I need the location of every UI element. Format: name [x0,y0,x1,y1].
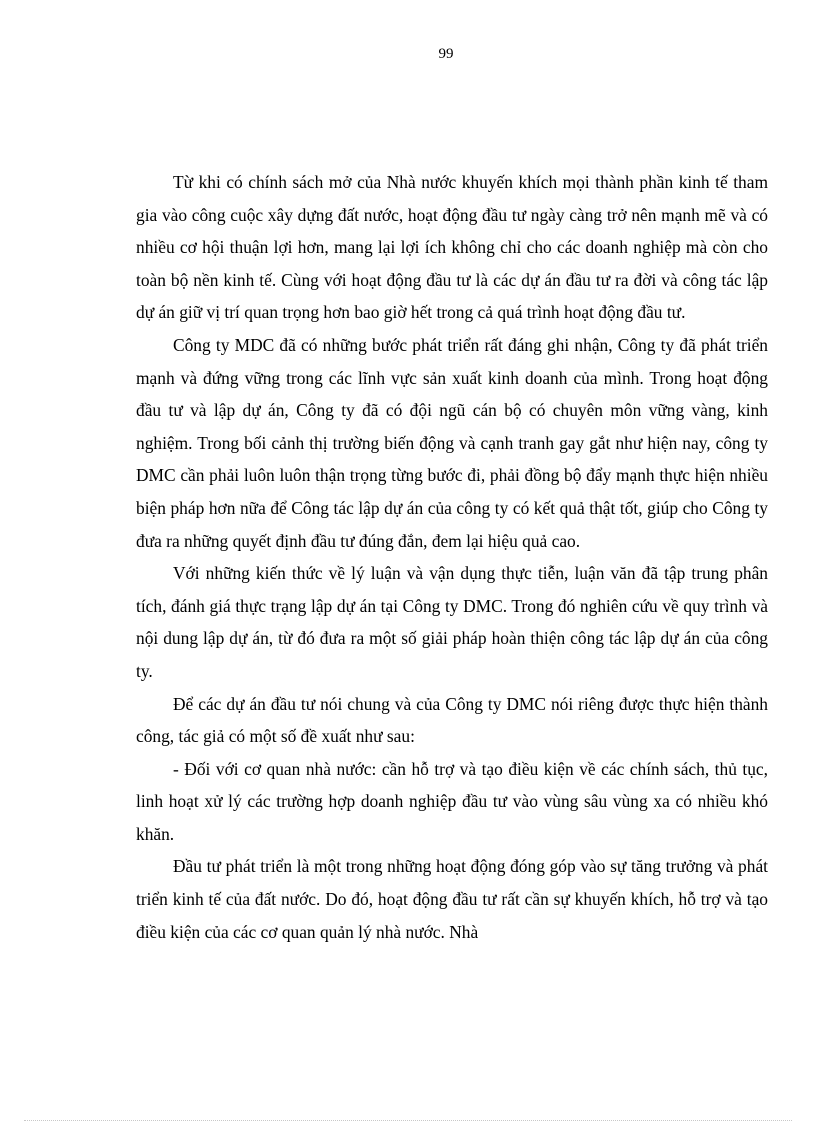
body-text [136,166,768,948]
paragraph-company: Công ty MDC đã có những bước phát triển rất đáng ghi nhận, Công ty đã phát triển mạnh và đứng vững trong các lĩnh vực sản xuất kinh doanh của mình. Trong hoạt động đầu tư và lập dự án, Công ty đã có đội ngũ cán bộ có chuyên môn vững vàng, kinh nghiệm. Trong bối cảnh thị trường biến động và cạnh tranh gay gắt như hiện nay, công ty DMC cần phải luôn luôn thận trọng từng bước đi, phải đồng bộ đẩy mạnh thực hiện nhiều biện pháp hơn nữa để Công tác lập dự án của công ty có kết quả thật tốt, giúp cho Công ty đưa ra những quyết định đầu tư đúng đắn, đem lại hiệu quả cao. [136,334,768,551]
paragraph-investment: Đầu tư phát triển là một trong những hoạt động đóng góp vào sự tăng trưởng và phát triển kinh tế của đất nước. Do đó, hoạt động đầu tư rất cần sự khuyến khích, hỗ trợ và tạo điều kiện của các cơ quan quản lý nhà nước. Nhà [136,856,768,942]
page-number: 99 [438,46,454,62]
paragraph-thesis: Với những kiến thức về lý luận và vận dụng thực tiễn, luận văn đã tập trung phân tích, đánh giá thực trạng lập dự án tại Công ty DMC. Trong đó nghiên cứu về quy trình và nội dung lập dự án, từ đó đưa ra một số giải pháp hoàn thiện công tác lập dự án của công ty. [136,563,768,681]
paragraph-intro: Từ khi có chính sách mở của Nhà nước khuyến khích mọi thành phần kinh tế tham gia vào công cuộc xây dựng đất nước, hoạt động đầu tư ngày càng trở nên mạnh mẽ và có nhiều cơ hội thuận lợi hơn, mang lại lợi ích không chỉ cho các doanh nghiệp mà còn cho toàn bộ nền kinh tế. Cùng với hoạt động đầu tư là các dự án đầu tư ra đời và công tác lập dự án giữ vị trí quan trọng hơn bao giờ hết trong cả quá trình hoạt động đầu tư. [136,172,768,323]
page-bottom-divider [24,1120,792,1121]
paragraph-proposal-state: - Đối với cơ quan nhà nước: cần hỗ trợ và tạo điều kiện về các chính sách, thủ tục, linh hoạt xử lý các trường hợp doanh nghiệp đầu tư vào vùng sâu vùng xa có nhiều khó khăn. [136,758,768,844]
paragraph-proposals-intro: Để các dự án đầu tư nói chung và của Công ty DMC nói riêng được thực hiện thành công, tác giả có một số đề xuất như sau: [136,693,768,747]
